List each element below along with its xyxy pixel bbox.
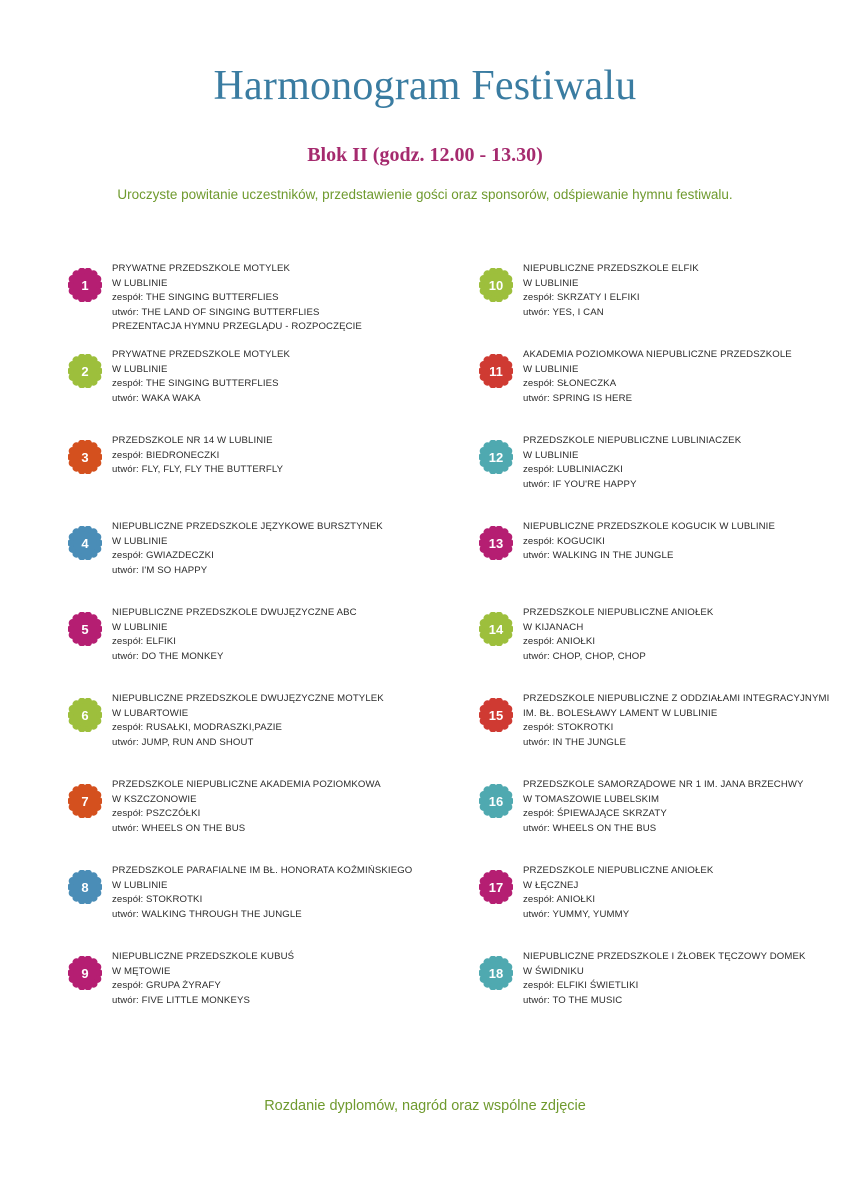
schedule-column-left — [0, 258, 425, 1032]
flower-badge-icon — [68, 870, 102, 904]
badge-wrapper — [62, 516, 108, 560]
entry-line: W ŁĘCZNEJ — [523, 879, 579, 891]
entry-line: W MĘTOWIE — [112, 965, 171, 977]
flower-badge-icon — [68, 956, 102, 990]
schedule-entry — [473, 258, 850, 344]
entry-lines — [108, 258, 362, 335]
schedule-entry — [473, 430, 850, 516]
entry-lines — [108, 344, 290, 406]
entry-line: PRZEDSZKOLE NIEPUBLICZNE AKADEMIA POZIOMKOWA — [112, 779, 381, 790]
flower-badge-icon — [68, 612, 102, 646]
flower-badge-icon — [479, 354, 513, 388]
badge-wrapper — [473, 344, 519, 388]
entry-number: 8 — [81, 879, 89, 895]
entry-number: 14 — [488, 621, 504, 637]
badge-wrapper — [473, 946, 519, 990]
entry-line: NIEPUBLICZNE PRZEDSZKOLE DWUJĘZYCZNE MOTYLEK — [112, 693, 384, 704]
entry-lines — [519, 946, 806, 1008]
schedule-columns — [0, 258, 850, 1032]
entry-line: PRYWATNE PRZEDSZKOLE MOTYLEK — [112, 263, 291, 274]
entry-number: 18 — [488, 965, 504, 981]
entry-lines — [108, 688, 384, 750]
entry-line: zespół: THE SINGING BUTTERFLIES — [112, 292, 279, 304]
entry-line: zespół: ELFIKI ŚWIETLIKI — [523, 980, 639, 992]
entry-line: zespół: GWIAZDECZKI — [112, 550, 214, 562]
schedule-entry — [62, 774, 425, 860]
entry-number: 9 — [81, 965, 89, 981]
schedule-entry — [473, 602, 850, 688]
entry-line: zespół: ANIOŁKI — [523, 636, 596, 648]
badge-wrapper — [62, 860, 108, 904]
schedule-entry — [473, 774, 850, 860]
flower-badge-icon — [68, 440, 102, 474]
flower-badge-icon — [479, 268, 513, 302]
entry-line: zespół: RUSAŁKI, MODRASZKI,PAZIE — [112, 722, 282, 734]
entry-line: NIEPUBLICZNE PRZEDSZKOLE KOGUCIK W LUBLINIE — [523, 521, 775, 532]
entry-line: NIEPUBLICZNE PRZEDSZKOLE DWUJĘZYCZNE ABC — [112, 607, 357, 618]
entry-line: PRZEDSZKOLE SAMORZĄDOWE NR 1 IM. JANA BRZECHWY — [523, 779, 804, 790]
entry-line: utwór: FIVE LITTLE MONKEYS — [112, 994, 250, 1006]
entry-number: 1 — [81, 277, 89, 293]
entry-line: utwór: JUMP, RUN AND SHOUT — [112, 736, 254, 748]
entry-number: 7 — [81, 793, 89, 809]
badge-wrapper — [473, 688, 519, 732]
entry-lines — [108, 430, 283, 478]
entry-line: W LUBLINIE — [523, 277, 579, 289]
badge-wrapper — [473, 602, 519, 646]
entry-line: utwór: WHEELS ON THE BUS — [112, 822, 246, 834]
flower-badge-icon — [68, 354, 102, 388]
badge-wrapper — [62, 774, 108, 818]
entry-lines — [519, 602, 713, 664]
flower-badge-icon — [479, 784, 513, 818]
entry-lines — [108, 774, 381, 836]
entry-line: AKADEMIA POZIOMKOWA NIEPUBLICZNE PRZEDSZKOLE — [523, 349, 792, 360]
intro-text: Uroczyste powitanie uczestników, przedstawienie gości oraz sponsorów, odśpiewanie hymnu festiwalu. — [117, 187, 733, 202]
badge-wrapper — [62, 946, 108, 990]
entry-lines — [519, 688, 829, 750]
badge-wrapper — [473, 516, 519, 560]
entry-number: 4 — [81, 535, 89, 551]
entry-number: 16 — [488, 793, 504, 809]
entry-lines — [519, 516, 775, 564]
entry-line: utwór: SPRING IS HERE — [523, 392, 633, 404]
entry-line: zespół: PSZCZÓŁKI — [112, 808, 201, 820]
entry-number: 12 — [488, 449, 504, 465]
entry-line: zespół: GRUPA ŻYRAFY — [112, 980, 221, 992]
entry-number: 11 — [489, 363, 503, 379]
badge-wrapper — [62, 430, 108, 474]
flower-badge-icon — [68, 268, 102, 302]
entry-line: PRZEDSZKOLE NIEPUBLICZNE Z ODDZIAŁAMI INTEGRACYJNYMI — [523, 693, 830, 704]
flower-badge-icon — [68, 784, 102, 818]
badge-wrapper — [473, 258, 519, 302]
badge-wrapper — [473, 860, 519, 904]
entry-line: W LUBLINIE — [112, 621, 168, 633]
entry-line: utwór: CHOP, CHOP, CHOP — [523, 650, 646, 662]
entry-lines — [108, 516, 383, 578]
entry-line: utwór: WALKING IN THE JUNGLE — [523, 550, 674, 562]
entry-line: PRYWATNE PRZEDSZKOLE MOTYLEK — [112, 349, 291, 360]
flower-badge-icon — [68, 526, 102, 560]
entry-number: 17 — [488, 879, 504, 895]
entry-lines — [108, 602, 357, 664]
entry-line: zespół: LUBLINIACZKI — [523, 464, 623, 476]
entry-number: 13 — [488, 535, 504, 551]
entry-number: 5 — [81, 621, 89, 637]
entry-line: W KSZCZONOWIE — [112, 793, 197, 805]
entry-line: W TOMASZOWIE LUBELSKIM — [523, 793, 660, 805]
schedule-entry — [62, 516, 425, 602]
entry-number: 15 — [488, 707, 504, 723]
entry-line: utwór: WAKA WAKA — [112, 392, 201, 404]
entry-line: PRZEDSZKOLE NIEPUBLICZNE ANIOŁEK — [523, 865, 714, 876]
schedule-entry — [473, 860, 850, 946]
flower-badge-icon — [479, 526, 513, 560]
badge-wrapper — [473, 430, 519, 474]
entry-number: 10 — [488, 277, 504, 293]
entry-line: PREZENTACJA HYMNU PRZEGLĄDU - ROZPOCZĘCIE — [112, 321, 362, 333]
entry-line: zespół: BIEDRONECZKI — [112, 449, 220, 461]
entry-line: PRZEDSZKOLE NR 14 W LUBLINIE — [112, 435, 273, 446]
entry-line: W LUBLINIE — [523, 449, 579, 461]
entry-lines — [519, 258, 699, 320]
entry-line: utwór: YES, I CAN — [523, 306, 604, 318]
schedule-entry — [473, 344, 850, 430]
entry-line: zespół: ELFIKI — [112, 636, 177, 648]
entry-lines — [519, 860, 713, 922]
entry-line: zespół: ŚPIEWAJĄCE SKRZATY — [523, 808, 667, 820]
entry-line: utwór: IF YOU'RE HAPPY — [523, 478, 637, 490]
entry-number: 3 — [81, 449, 89, 465]
entry-line: W LUBARTOWIE — [112, 707, 189, 719]
entry-line: NIEPUBLICZNE PRZEDSZKOLE KUBUŚ — [112, 951, 295, 962]
entry-line: utwór: DO THE MONKEY — [112, 650, 224, 662]
schedule-column-right — [425, 258, 850, 1032]
page-title: Harmonogram Festiwalu — [213, 63, 637, 109]
entry-number: 2 — [81, 363, 89, 379]
entry-lines — [519, 344, 792, 406]
entry-number: 6 — [81, 707, 89, 723]
entry-lines — [519, 430, 741, 492]
entry-line: W LUBLINIE — [112, 879, 168, 891]
schedule-entry — [62, 344, 425, 430]
entry-line: zespół: STOKROTKI — [112, 894, 203, 906]
entry-line: PRZEDSZKOLE PARAFIALNE IM BŁ. HONORATA KOŹMIŃSKIEGO — [112, 865, 413, 876]
badge-wrapper — [473, 774, 519, 818]
flower-badge-icon — [68, 698, 102, 732]
entry-line: utwór: THE LAND OF SINGING BUTTERFLIES — [112, 306, 320, 318]
entry-line: PRZEDSZKOLE NIEPUBLICZNE LUBLINIACZEK — [523, 435, 742, 446]
entry-line: IM. BŁ. BOLESŁAWY LAMENT W LUBLINIE — [523, 707, 718, 719]
badge-wrapper — [62, 602, 108, 646]
flower-badge-icon — [479, 870, 513, 904]
entry-line: zespół: SKRZATY I ELFIKI — [523, 292, 640, 304]
entry-line: W LUBLINIE — [112, 363, 168, 375]
entry-line: utwór: YUMMY, YUMMY — [523, 908, 630, 920]
schedule-entry — [473, 946, 850, 1032]
entry-line: W LUBLINIE — [523, 363, 579, 375]
flower-badge-icon — [479, 698, 513, 732]
schedule-entry — [62, 602, 425, 688]
schedule-entry — [62, 946, 425, 1032]
schedule-entry — [62, 860, 425, 946]
entry-line: W LUBLINIE — [112, 535, 168, 547]
entry-line: NIEPUBLICZNE PRZEDSZKOLE ELFIK — [523, 263, 699, 274]
entry-line: utwór: IN THE JUNGLE — [523, 736, 626, 748]
schedule-entry — [62, 258, 425, 344]
schedule-entry — [473, 516, 850, 602]
entry-line: utwór: WHEELS ON THE BUS — [523, 822, 657, 834]
entry-line: utwór: FLY, FLY, FLY THE BUTTERFLY — [112, 464, 284, 476]
entry-line: zespół: KOGUCIKI — [523, 535, 605, 547]
badge-wrapper — [62, 344, 108, 388]
entry-line: W LUBLINIE — [112, 277, 168, 289]
badge-wrapper — [62, 688, 108, 732]
entry-line: zespół: ANIOŁKI — [523, 894, 596, 906]
entry-line: utwór: TO THE MUSIC — [523, 994, 623, 1006]
entry-line: PRZEDSZKOLE NIEPUBLICZNE ANIOŁEK — [523, 607, 714, 618]
entry-line: W KIJANACH — [523, 621, 584, 633]
schedule-entry — [62, 430, 425, 516]
entry-line: utwór: WALKING THROUGH THE JUNGLE — [112, 908, 302, 920]
schedule-entry — [473, 688, 850, 774]
entry-line: NIEPUBLICZNE PRZEDSZKOLE I ŻŁOBEK TĘCZOWY DOMEK — [523, 951, 806, 962]
block-subtitle: Blok II (godz. 12.00 - 13.30) — [307, 144, 543, 166]
entry-lines — [519, 774, 804, 836]
entry-line: utwór: I'M SO HAPPY — [112, 564, 208, 576]
flower-badge-icon — [479, 440, 513, 474]
entry-line: W ŚWIDNIKU — [523, 965, 584, 977]
footer-text: Rozdanie dyplomów, nagród oraz wspólne zdjęcie — [264, 1098, 586, 1114]
flower-badge-icon — [479, 956, 513, 990]
flower-badge-icon — [479, 612, 513, 646]
entry-lines — [108, 860, 412, 922]
entry-lines — [108, 946, 294, 1008]
entry-line: zespół: SŁONECZKA — [523, 378, 617, 390]
entry-line: NIEPUBLICZNE PRZEDSZKOLE JĘZYKOWE BURSZTYNEK — [112, 521, 383, 532]
entry-line: zespół: THE SINGING BUTTERFLIES — [112, 378, 279, 390]
schedule-entry — [62, 688, 425, 774]
badge-wrapper — [62, 258, 108, 302]
entry-line: zespół: STOKROTKI — [523, 722, 614, 734]
